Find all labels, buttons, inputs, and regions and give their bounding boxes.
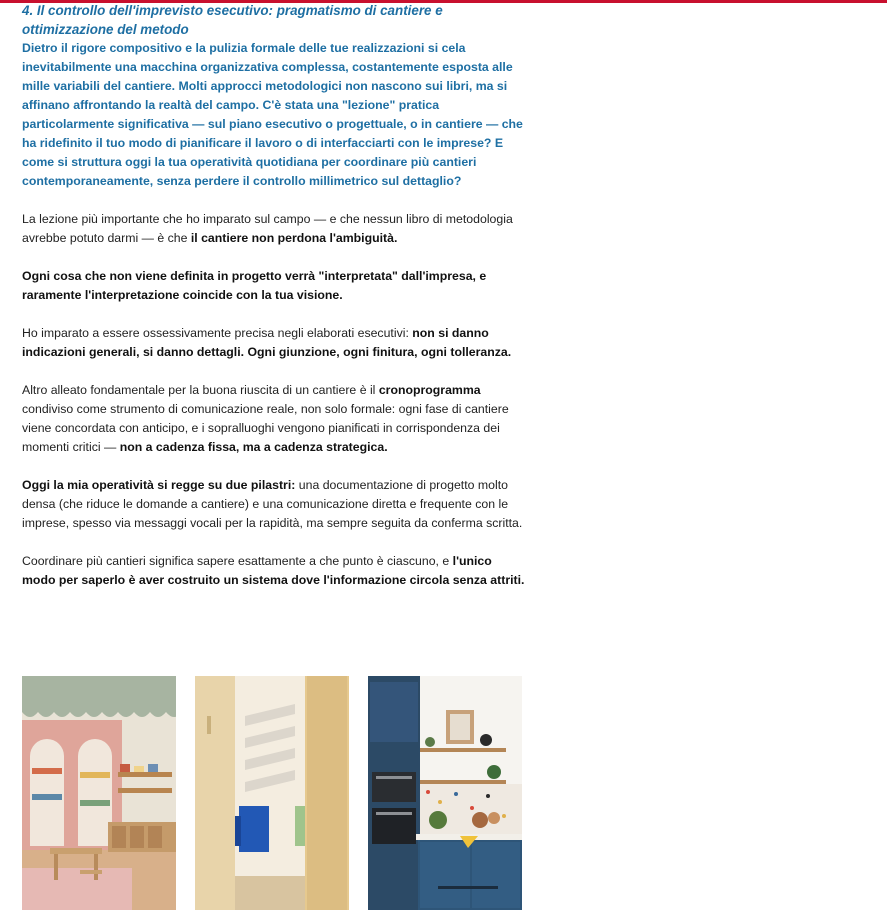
- interview-article: [22, 0, 527, 590]
- photo-kitchen[interactable]: [368, 676, 522, 910]
- answer-paragraph-2: [22, 267, 527, 305]
- answer-emphasis: l'unico modo per saperlo è aver costruito un sistema dove l'informazione circola senza attriti.: [22, 554, 525, 587]
- answer-paragraph-6: [22, 552, 527, 590]
- answer-emphasis: cronoprogramma: [378, 383, 481, 397]
- answer-emphasis: il cantiere non perdona l'ambiguità.: [190, 231, 398, 245]
- photo-gallery: [22, 676, 522, 910]
- answer-text: Ho imparato a essere ossessivamente precisa negli elaborati esecutivi:: [22, 326, 413, 340]
- question-body: Dietro il rigore compositivo e la pulizia formale delle tue realizzazioni si cela inevitabilmente una macchina organizzativa complessa, costantemente esposta alle mille variabili del cantiere. Molti approcci metodologici non nascono sui libri, ma si affinano affrontando la realtà del campo. C'è stata una "lezione" pratica particolarmente significativa — sul piano esecutivo o progettuale, o in cantiere — che ha ridefinito il tuo modo di pianificare il lavoro o di interfacciarti con le imprese? E come si struttura oggi la tua operatività quotidiana per coordinare più cantieri contemporaneamente, senza perdere il controllo millimetrico sul dettaglio?: [22, 41, 523, 188]
- answer-emphasis: non a cadenza fissa, ma a cadenza strategica.: [119, 440, 388, 454]
- question-title: 4. Il controllo dell'imprevisto esecutivo: pragmatismo di cantiere e ottimizzazione del metodo: [22, 3, 443, 37]
- photo-hallway-stairs[interactable]: [195, 676, 349, 910]
- answer-text: una documentazione di progetto molto densa (che riduce le domande a cantiere) e una comunicazione diretta e frequente con le imprese, spesso via messaggi vocali per la rapidità, ma sempre seguita da conferma scritta.: [22, 478, 523, 530]
- answer-paragraph-1: [22, 210, 527, 248]
- answer-text: La lezione più importante che ho imparato sul campo — e che nessun libro di metodologia avrebbe potuto darmi — è che: [22, 212, 513, 245]
- answer-text: condiviso come strumento di comunicazione reale, non solo formale: ogni fase di cantiere viene concordata con anticipo, e i sopralluoghi vengono pianificati in corrispondenza dei momenti critici —: [22, 402, 509, 454]
- answer-emphasis: Oggi la mia operatività si regge su due pilastri:: [22, 478, 296, 492]
- answer-emphasis: Ogni cosa che non viene definita in progetto verrà "interpretata" dall'impresa, e raramente l'interpretazione coincide con la tua visione.: [22, 269, 487, 302]
- photo-playroom[interactable]: [22, 676, 176, 910]
- answer-text: Coordinare più cantieri significa sapere esattamente a che punto è ciascuno, e: [22, 554, 453, 568]
- answer-emphasis: non si danno indicazioni generali, si danno dettagli. Ogni giunzione, ogni finitura, ogni tolleranza.: [22, 326, 512, 359]
- answer-paragraph-3: [22, 324, 527, 362]
- answer-paragraph-4: [22, 381, 527, 457]
- answer-text: Altro alleato fondamentale per la buona riuscita di un cantiere è il: [22, 383, 379, 397]
- answer-paragraph-5: [22, 476, 527, 533]
